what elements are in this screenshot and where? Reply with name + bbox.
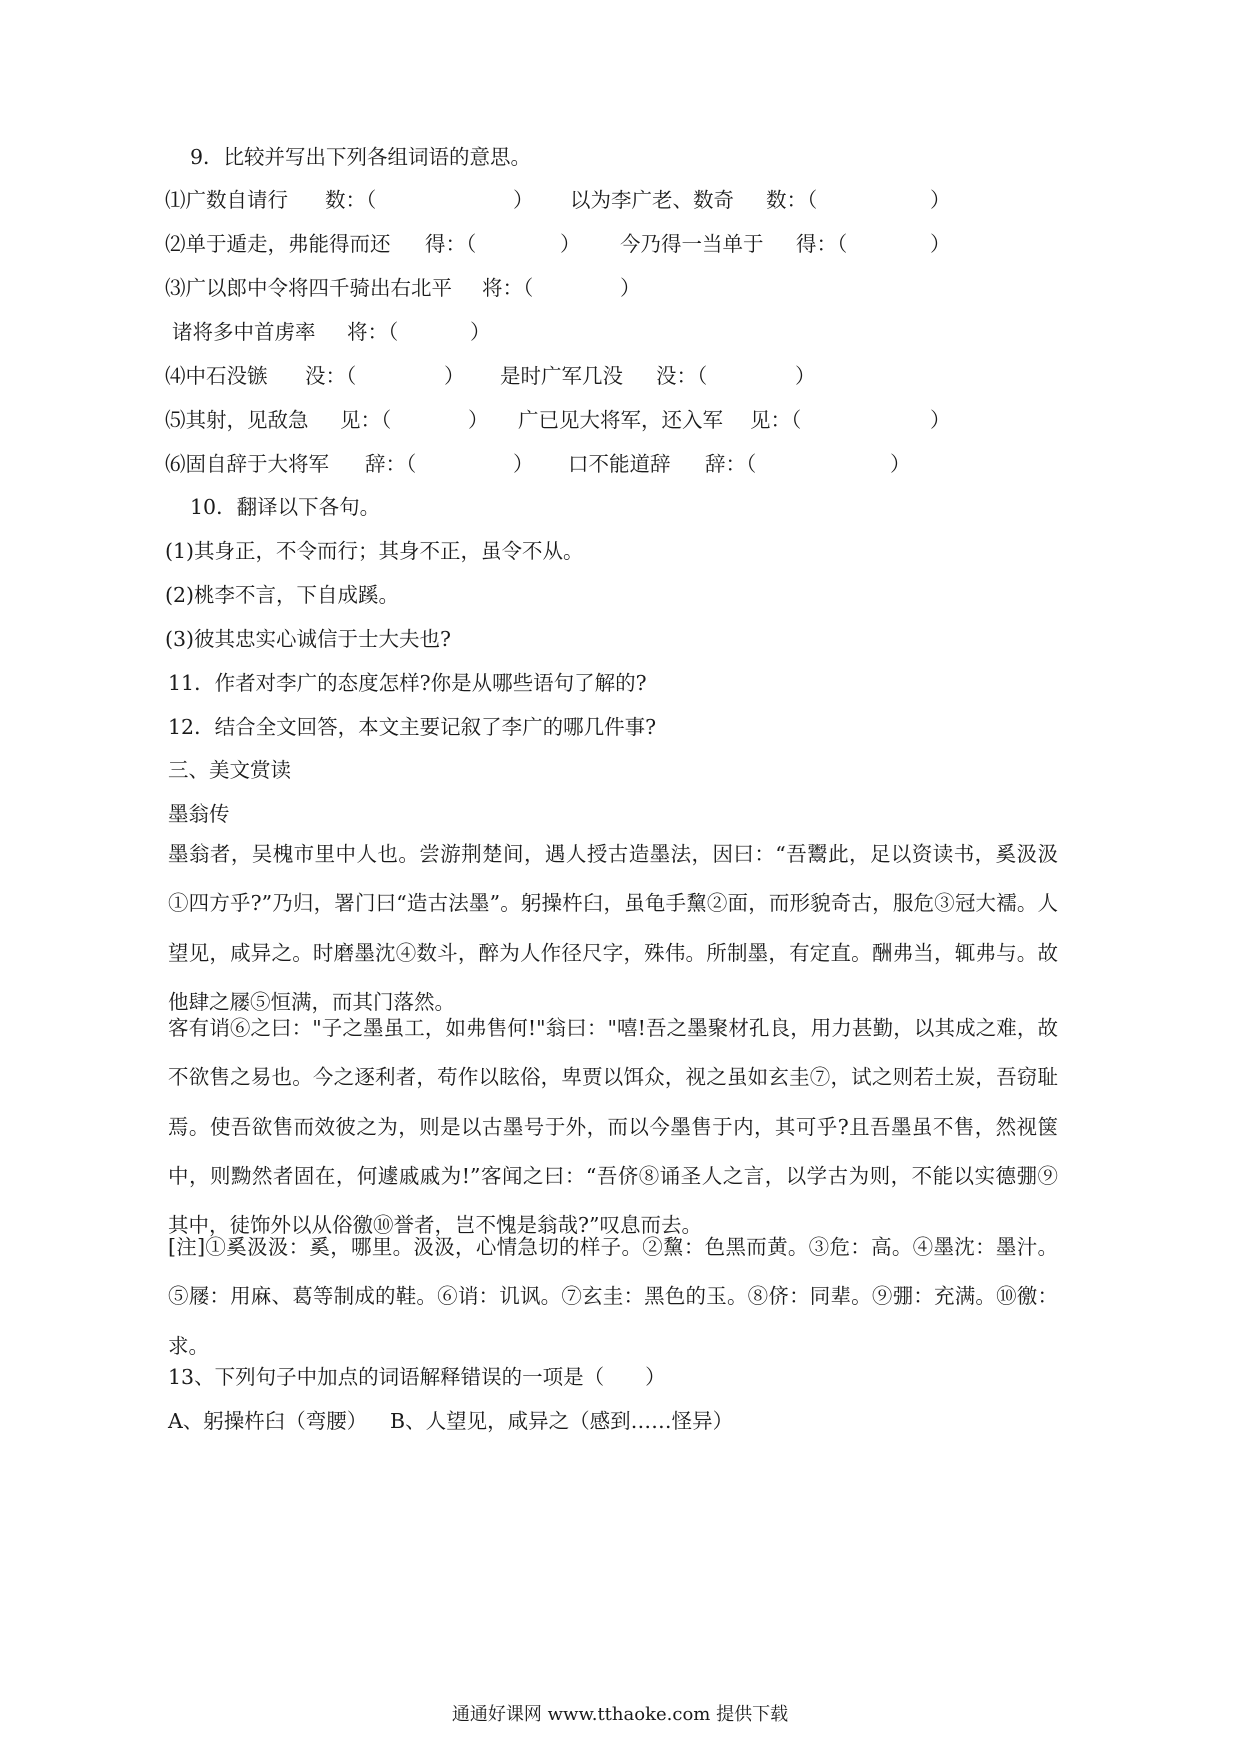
q9-row7-phrase-b: 口不能道辞 [568,452,671,476]
q9-row6-phrase-a: ⑸其射，见敌急 [165,408,309,432]
q10-item-2: (2)桃李不言，下自成蹊。 [165,583,400,607]
essay-paragraph-1: 墨翁者，吴槐市里中人也。尝游荆楚间，遇人授古造墨法，因曰：“吾鬻此，足以资读书，奚汲汲①四方乎?”乃归，署门曰“造古法墨”。躬操杵臼，虽龟手黧②面，而形貌奇古，服危③冠大襦。人望见，咸异之。时磨墨沈④数斗，醉为人作径尺字，殊伟。所制墨，有定直。酬弗当，辄弗与。故他肆之屦⑤恒满，而其门落然。 [168,842,1058,1014]
q9-row5-phrase-a: ⑷中石没镞 [165,364,268,388]
q9-row2-close-a: ） [560,232,581,256]
question-12: 12．结合全文回答，本文主要记叙了李广的哪几件事? [168,715,657,739]
q9-row5-close-a: ） [444,364,465,388]
page-footer: 通通好课网 www.tthaoke.com 提供下载 [451,1704,789,1725]
essay-title: 墨翁传 [168,802,230,826]
q9-row2-close-b: ） [930,232,951,256]
q9-row1-close-a: ） [513,188,534,212]
q9-row3-phrase-a: ⑶广以郎中令将四千骑出右北平 [165,276,452,300]
q9-row1-phrase-a: ⑴广数自请行 [165,188,288,212]
q9-row2-blank-a[interactable]: 得：（ [425,232,477,256]
q9-row3-close-a: ） [620,276,641,300]
q9-row1-phrase-b: 以为李广老、数奇 [570,188,734,212]
section-heading-3: 三、美文赏读 [168,758,291,782]
q9-row7-phrase-a: ⑹固自辞于大将军 [165,452,329,476]
q9-row1-close-b: ） [930,188,951,212]
q9-row5-blank-b[interactable]: 没：（ [656,364,708,388]
essay-paragraph-2: 客有诮⑥之曰："子之墨虽工，如弗售何!"翁曰："嘻!吾之墨聚材孔良，用力甚勤，以其成之难，故不欲售之易也。今之逐利者，苟作以眩俗，卑贾以饵众，视之虽如玄圭⑦，试之则若土炭，吾窃耻焉。使吾欲售而效彼之为，则是以古墨号于外，而以今墨售于内，其可乎?且吾墨虽不售，然视箧中，则黝然者固在，何遽戚戚为!”客闻之曰：“吾侪⑧诵圣人之言，以学古为则，不能以实德弸⑨其中，徒饰外以从俗徼⑩誉者，岂不愧是翁哉?”叹息而去。 [168,1016,1058,1238]
q9-row3-blank-a[interactable]: 将：（ [482,276,534,300]
q9-row6-phrase-b: 广已见大将军，还入军 [518,408,723,432]
q9-row7-close-b: ） [890,452,911,476]
question-11: 11．作者对李广的态度怎样?你是从哪些语句了解的? [168,671,647,695]
q10-item-3: (3)彼其忠实心诚信于士大夫也? [165,627,452,651]
q9-row4-phrase-a: 诸将多中首虏率 [172,320,316,344]
q10-item-1: (1)其身正，不令而行；其身不正，虽令不从。 [165,539,584,563]
q13-option-b: B、人望见，咸异之（感到……怪异） [390,1409,734,1433]
question-10-title: 10．翻译以下各句。 [190,495,381,519]
q9-row2-phrase-a: ⑵单于遁走，弗能得而还 [165,232,391,256]
q9-row6-close-b: ） [930,408,951,432]
q9-row5-phrase-b: 是时广军几没 [500,364,623,388]
q9-row1-blank-a[interactable]: 数：（ [325,188,377,212]
q9-row5-close-b: ） [795,364,816,388]
q9-row6-blank-a[interactable]: 见：（ [340,408,392,432]
q9-row6-close-a: ） [468,408,489,432]
q9-row2-phrase-b: 今乃得一当单于 [620,232,764,256]
q9-row5-blank-a[interactable]: 没：（ [305,364,357,388]
q9-row7-blank-a[interactable]: 辞：（ [365,452,417,476]
q9-row4-close-a: ） [470,320,491,344]
q9-row2-blank-b[interactable]: 得：（ [796,232,848,256]
question-13-title: 13、下列句子中加点的词语解释错误的一项是（ ） [168,1365,666,1389]
q9-row7-close-a: ） [513,452,534,476]
q13-option-a: A、躬操杵臼（弯腰） [168,1409,368,1433]
q9-row1-blank-b[interactable]: 数：（ [766,188,818,212]
essay-notes: [注]①奚汲汲：奚，哪里。汲汲，心情急切的样子。②黧：色黑而黄。③危：高。④墨沈：墨汁。⑤屦：用麻、葛等制成的鞋。⑥诮：讥讽。⑦玄圭：黑色的玉。⑧侪：同辈。⑨弸：充满。⑩徼：求。 [168,1235,1058,1358]
question-9-title: 9．比较并写出下列各组词语的意思。 [190,145,532,169]
q9-row6-blank-b[interactable]: 见：（ [750,408,802,432]
q9-row7-blank-b[interactable]: 辞：（ [705,452,757,476]
q9-row4-blank-a[interactable]: 将：（ [347,320,399,344]
